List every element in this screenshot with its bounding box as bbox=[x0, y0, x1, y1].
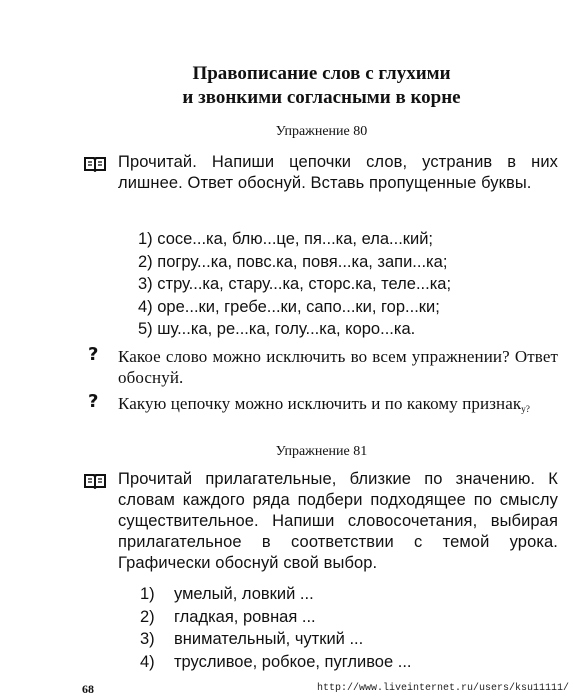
list-item bbox=[140, 651, 412, 674]
list-item-number: 1) bbox=[140, 585, 155, 603]
section-title-line-1: Правописание слов с глухими bbox=[192, 63, 451, 84]
list-item: 3) стру...ка, стару...ка, сторс.ка, теле...ка; bbox=[138, 275, 452, 293]
list-item-number: 3) bbox=[140, 630, 155, 648]
list-item-text: гладкая, ровная ... bbox=[174, 607, 316, 626]
list-item-number: 4) bbox=[140, 652, 155, 671]
list-item: 5) шу...ка, ре...ка, голу...ка, коро...ка. bbox=[138, 320, 416, 338]
list-item-number: 2) bbox=[140, 607, 155, 626]
question-2-text: Какую цепочку можно исключить и по какому признак bbox=[118, 394, 522, 413]
exercise-80-list bbox=[138, 228, 451, 341]
list-item bbox=[140, 606, 412, 629]
list-item: 2) погру...ка, повс.ка, повя...ка, запи...ка; bbox=[138, 252, 448, 271]
exercise-80-question-1: Какое слово можно исключить во всем упражнении? Ответ обоснуй. bbox=[118, 347, 558, 387]
list-item-text: внимательный, чуткий ... bbox=[174, 630, 364, 648]
source-url[interactable]: http://www.liveinternet.ru/users/ksu11111/ bbox=[316, 683, 569, 694]
section-title-line-2: и звонкими согласными в корне bbox=[182, 87, 461, 108]
question-mark-icon: ? bbox=[88, 344, 99, 365]
list-item bbox=[140, 628, 412, 651]
section-title bbox=[0, 62, 573, 110]
book-icon bbox=[84, 156, 106, 172]
list-item-text: умелый, ловкий ... bbox=[174, 585, 314, 603]
exercise-80-heading: Упражнение 80 bbox=[275, 124, 368, 139]
question-2-subscript: у? bbox=[521, 404, 530, 414]
exercise-81-list bbox=[140, 583, 412, 673]
list-item-text: трусливое, робкое, пугливое ... bbox=[174, 652, 412, 671]
page-number: 68 bbox=[82, 682, 94, 696]
list-item: 4) оре...ки, гребе...ки, сапо...ки, гор...ки; bbox=[138, 297, 440, 316]
exercise-80-instruction: Прочитай. Напиши цепочки слов, устранив в них лишнее. Ответ обоснуй. Вставь пропущенные буквы. bbox=[118, 153, 558, 192]
exercise-81-heading: Упражнение 81 bbox=[275, 444, 368, 459]
exercise-81-instruction: Прочитай прилагательные, близкие по значению. К словам каждого ряда подбери подходящее по смыслу существительное. Напиши словосочетания, выбирая прилагательное в соответствии с темой урока. Графически обоснуй свой выбор. bbox=[118, 470, 558, 572]
exercise-80-question-2 bbox=[118, 393, 558, 420]
list-item: 1) сосе...ка, блю...це, пя...ка, ела...кий; bbox=[138, 230, 434, 248]
list-item bbox=[140, 583, 412, 606]
book-icon bbox=[84, 473, 106, 489]
question-mark-icon: ? bbox=[88, 391, 99, 412]
